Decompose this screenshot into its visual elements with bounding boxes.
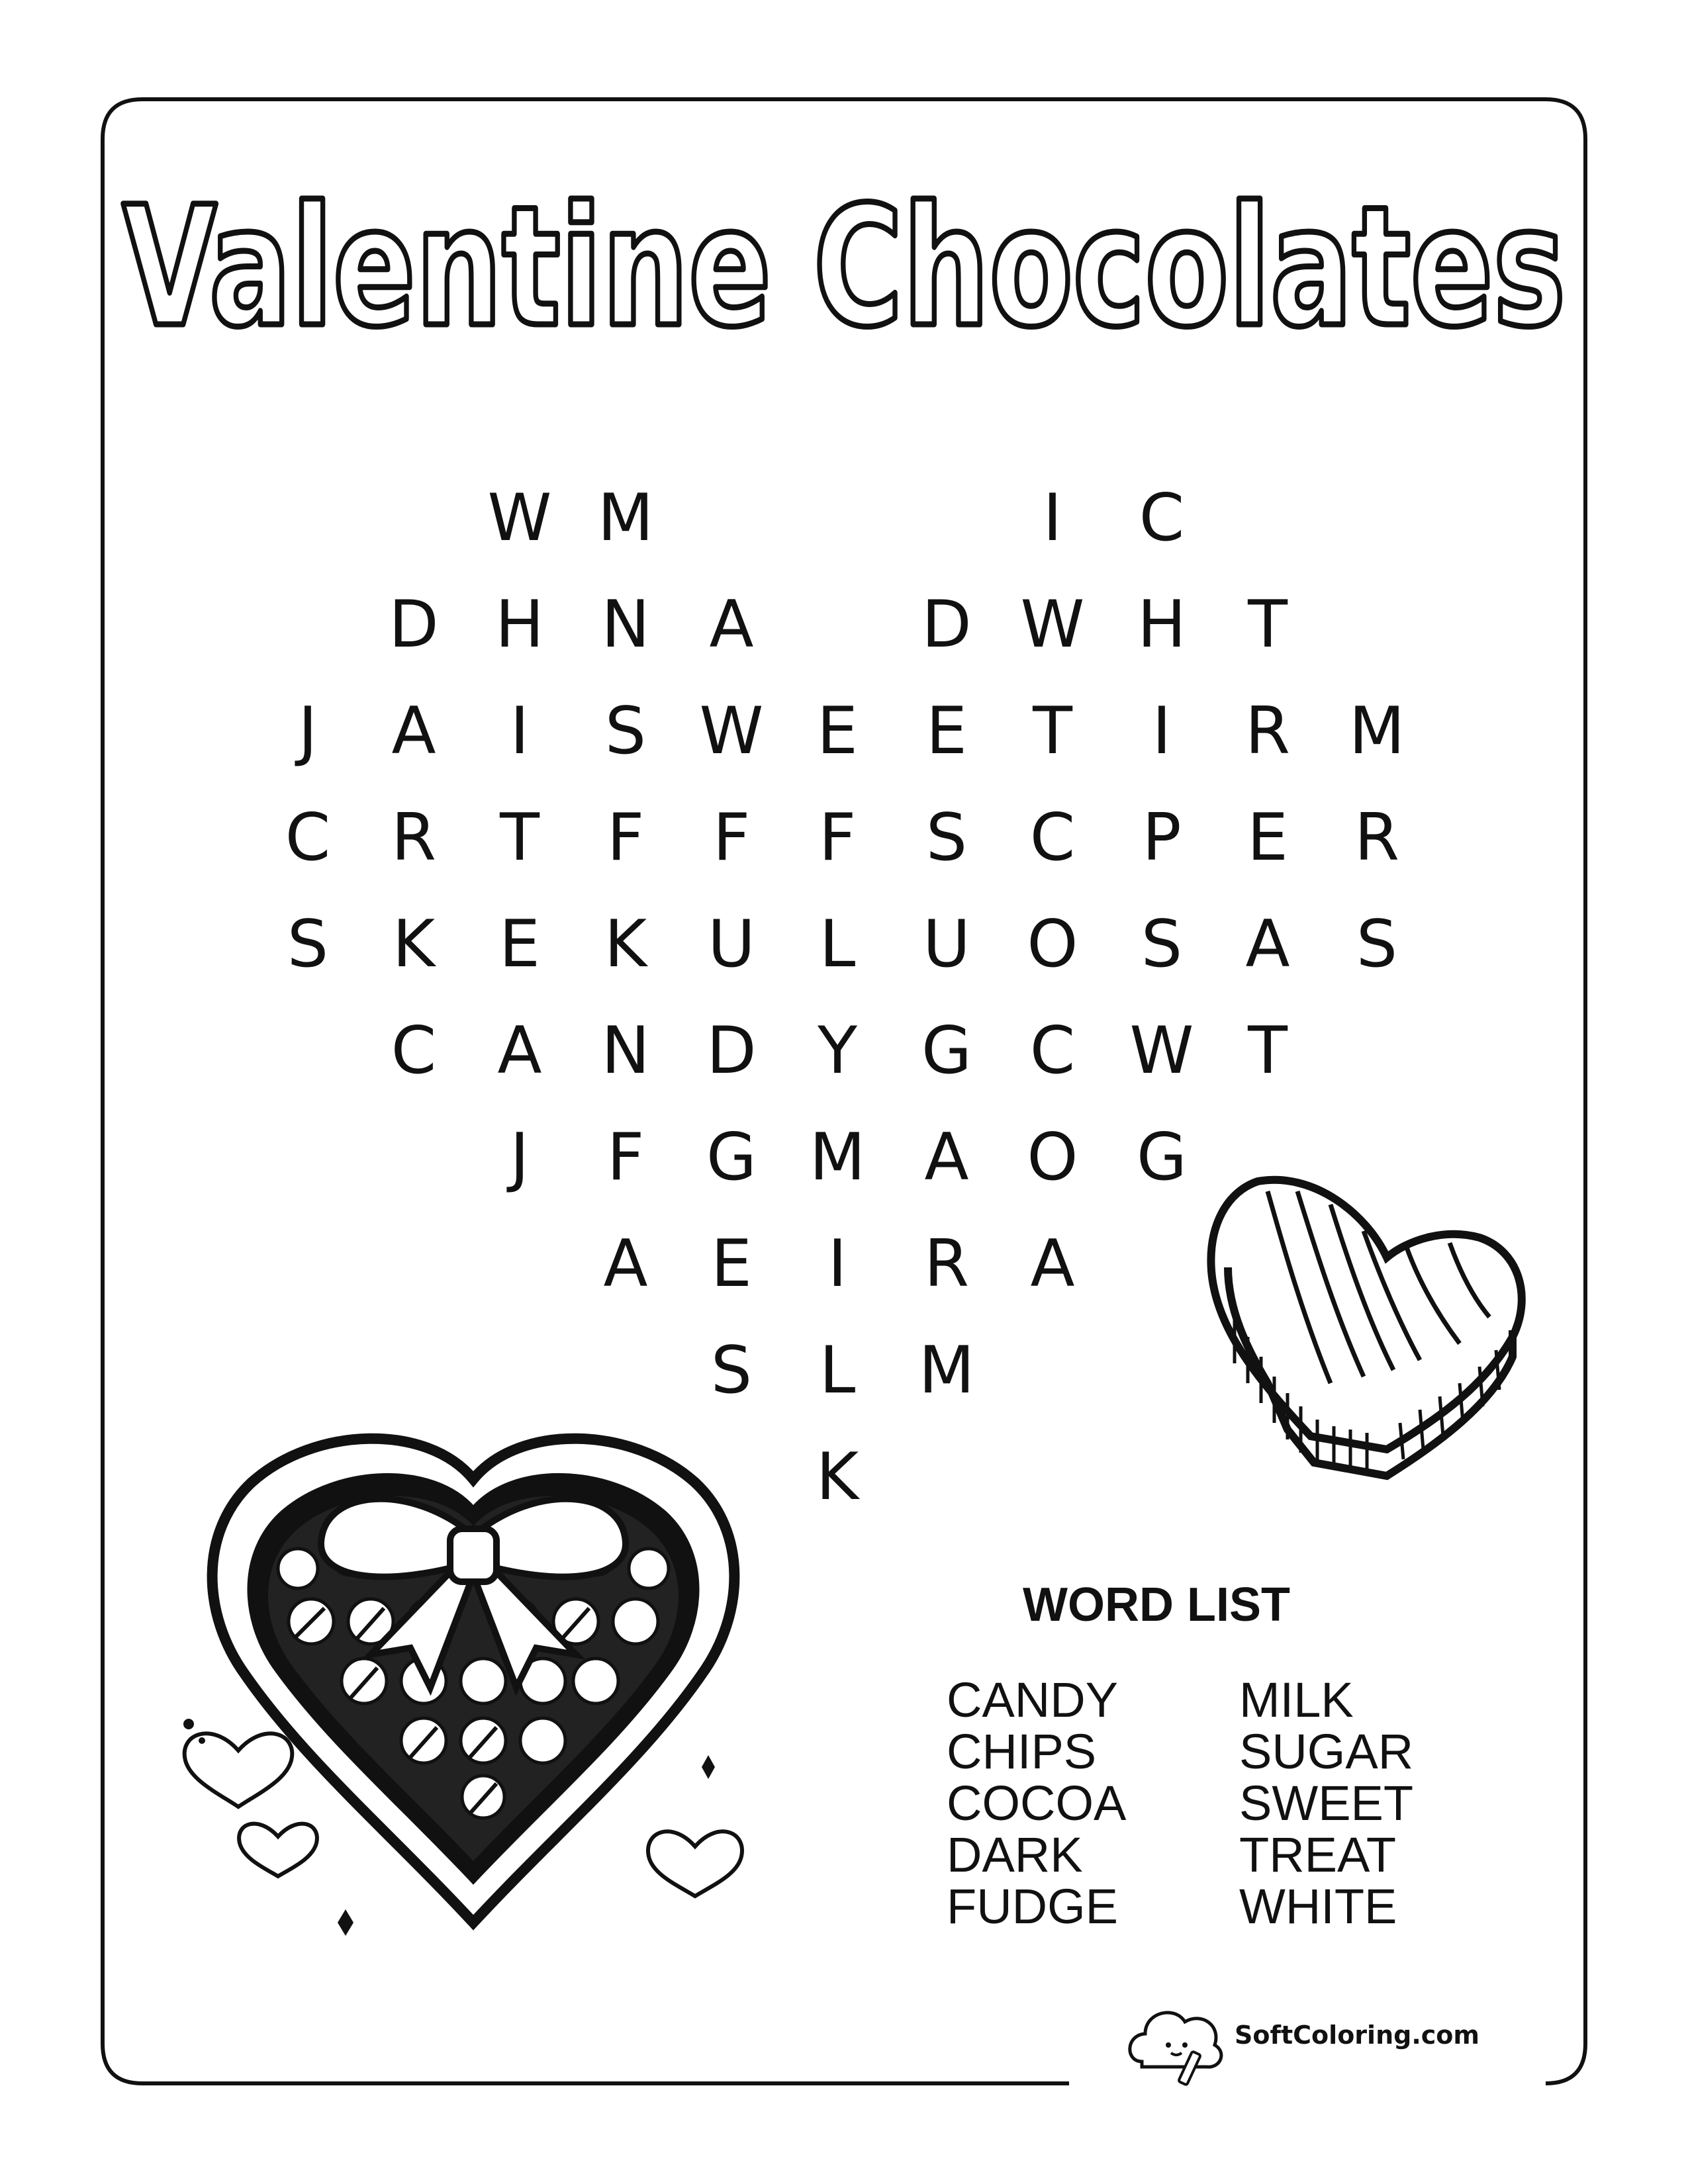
word-list-heading: WORD LIST xyxy=(1023,1578,1290,1631)
brand-footer xyxy=(1122,1989,1479,2095)
word-list-item: FUDGE xyxy=(947,1879,1118,1934)
grid-letter[interactable]: F xyxy=(606,1120,645,1195)
grid-letter[interactable]: H xyxy=(1137,587,1186,662)
grid-letter[interactable]: T xyxy=(1033,694,1072,769)
grid-letter[interactable]: R xyxy=(1244,694,1291,769)
grid-letter[interactable]: D xyxy=(706,1013,757,1089)
grid-letter[interactable]: O xyxy=(1027,1120,1078,1195)
grid-letter[interactable]: C xyxy=(1029,800,1076,876)
grid-letter[interactable]: N xyxy=(601,1013,650,1089)
grid-letter[interactable]: E xyxy=(499,907,540,982)
grid-letter[interactable]: M xyxy=(809,1120,866,1195)
grid-letter[interactable]: U xyxy=(708,907,755,982)
grid-letter[interactable]: G xyxy=(1137,1120,1187,1195)
grid-letter[interactable]: L xyxy=(819,907,856,982)
grid-letter[interactable]: C xyxy=(1029,1013,1076,1089)
word-list-item: WHITE xyxy=(1239,1879,1397,1934)
grid-letter[interactable]: M xyxy=(597,480,654,556)
grid-letter[interactable]: N xyxy=(601,587,650,662)
grid-letter[interactable]: M xyxy=(918,1333,975,1408)
word-list-item: COCOA xyxy=(947,1776,1127,1831)
grid-letter[interactable]: R xyxy=(923,1226,970,1302)
grid-letter[interactable]: S xyxy=(925,800,968,876)
grid-letter[interactable]: T xyxy=(500,800,539,876)
grid-letter[interactable]: F xyxy=(712,800,751,876)
grid-letter[interactable]: E xyxy=(926,694,967,769)
grid-letter[interactable]: G xyxy=(706,1120,757,1195)
grid-letter[interactable]: G xyxy=(921,1013,972,1089)
grid-letter[interactable]: J xyxy=(510,1120,530,1195)
grid-letter[interactable]: C xyxy=(391,1013,437,1089)
grid-letter[interactable]: S xyxy=(287,907,329,982)
word-list-column-1 xyxy=(947,1674,1126,1933)
grid-letter[interactable]: R xyxy=(391,800,437,876)
grid-letter[interactable]: A xyxy=(497,1013,542,1089)
grid-letter[interactable]: W xyxy=(487,480,552,556)
grid-letter[interactable]: M xyxy=(1348,694,1405,769)
word-list-item: SWEET xyxy=(1239,1776,1414,1831)
grid-letter[interactable]: E xyxy=(1247,800,1288,876)
grid-letter[interactable]: I xyxy=(827,1226,847,1302)
grid-letter[interactable]: K xyxy=(392,907,436,982)
grid-letter[interactable]: I xyxy=(1043,480,1062,556)
grid-letter[interactable]: F xyxy=(818,800,857,876)
grid-letter[interactable]: J xyxy=(298,694,318,769)
grid-letter[interactable]: E xyxy=(817,694,858,769)
word-list-item: CANDY xyxy=(947,1672,1119,1727)
grid-letter[interactable]: U xyxy=(923,907,970,982)
grid-letter[interactable]: E xyxy=(711,1226,752,1302)
grid-letter[interactable]: W xyxy=(1129,1013,1194,1089)
grid-letter[interactable]: S xyxy=(1356,907,1398,982)
grid-letter[interactable]: K xyxy=(604,907,647,982)
word-list-item: MILK xyxy=(1239,1672,1354,1727)
word-list-item: TREAT xyxy=(1239,1827,1397,1882)
grid-letter[interactable]: I xyxy=(510,694,530,769)
page-title xyxy=(113,177,1575,376)
grid-letter[interactable]: A xyxy=(1245,907,1290,982)
word-list-item: DARK xyxy=(947,1827,1083,1882)
grid-letter[interactable]: A xyxy=(391,694,436,769)
cloud-pencil-logo-icon xyxy=(1122,1989,1228,2095)
grid-letter[interactable]: W xyxy=(1020,587,1085,662)
grid-letter[interactable]: D xyxy=(921,587,972,662)
grid-letter[interactable]: S xyxy=(604,694,647,769)
grid-letter[interactable]: F xyxy=(606,800,645,876)
grid-letter[interactable]: A xyxy=(1030,1226,1075,1302)
word-list-item: SUGAR xyxy=(1239,1724,1414,1779)
brand-name: SoftColoring.com xyxy=(1235,2021,1479,2050)
grid-letter[interactable]: T xyxy=(1248,1013,1288,1089)
word-list-item: CHIPS xyxy=(947,1724,1097,1779)
grid-letter[interactable]: D xyxy=(389,587,439,662)
word-list-column-2 xyxy=(1239,1674,1413,1933)
grid-letter[interactable]: Y xyxy=(818,1013,857,1089)
svg-text:Valentine Chocolates: Valentine Chocolates xyxy=(122,177,1566,363)
grid-letter[interactable]: W xyxy=(699,694,764,769)
grid-letter[interactable]: L xyxy=(819,1333,856,1408)
grid-letter[interactable]: O xyxy=(1027,907,1078,982)
heart-chocolate-icon xyxy=(1188,1165,1532,1509)
grid-letter[interactable]: S xyxy=(710,1333,753,1408)
grid-letter[interactable]: A xyxy=(603,1226,648,1302)
grid-letter[interactable]: R xyxy=(1354,800,1400,876)
grid-letter[interactable]: H xyxy=(495,587,544,662)
grid-letter[interactable]: K xyxy=(816,1439,859,1515)
grid-letter[interactable]: A xyxy=(709,587,754,662)
grid-letter[interactable]: S xyxy=(1141,907,1183,982)
grid-letter[interactable]: A xyxy=(924,1120,969,1195)
grid-letter[interactable]: C xyxy=(285,800,331,876)
heart-chocolate-box-icon xyxy=(172,1410,768,1979)
grid-letter[interactable]: P xyxy=(1142,800,1182,876)
grid-letter[interactable]: I xyxy=(1152,694,1172,769)
grid-letter[interactable]: T xyxy=(1248,587,1288,662)
grid-letter[interactable]: C xyxy=(1139,480,1185,556)
